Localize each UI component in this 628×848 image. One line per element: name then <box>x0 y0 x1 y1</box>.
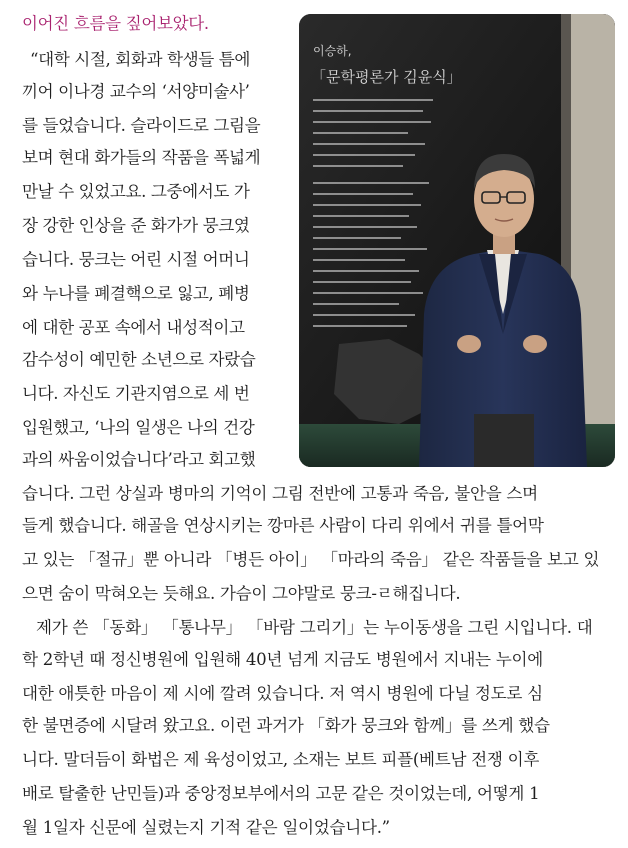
text-line: 학 2학년 때 정신병원에 입원해 40년 넘게 지금도 병원에서 지내는 누이에 <box>22 650 543 669</box>
portrait-photo <box>299 14 615 467</box>
text-line: 제가 쓴 「동화」 「통나무」 「바람 그리기」는 누이동생을 그린 시입니다. 대 <box>36 618 593 637</box>
text-line: 습니다. 뭉크는 어린 시절 어머니 <box>22 250 250 269</box>
text-line: 월 1일자 신문에 실렸는지 기적 같은 일이었습니다.” <box>22 818 390 837</box>
text-line: 끼어 이나경 교수의 ‘서양미술사’ <box>22 82 250 101</box>
text-line: 대한 애틋한 마음이 제 시에 깔려 있습니다. 저 역시 병원에 다닐 정도로 심 <box>22 684 543 703</box>
text-line: 으면 숨이 막혀오는 듯해요. 가슴이 그야말로 뭉크-ㄹ해집니다. <box>22 584 461 603</box>
text-line: 감수성이 예민한 소년으로 자랐습 <box>22 350 256 369</box>
text-line: 장 강한 인상을 준 화가가 뭉크였 <box>22 216 250 235</box>
text-line: 배로 탈출한 난민들)과 중앙정보부에서의 고문 같은 것이었는데, 어떻게 1 <box>22 784 540 803</box>
section-heading: 이어진 흐름을 짚어보았다. <box>22 14 209 33</box>
text-line: 만날 수 있었고요. 그중에서도 가 <box>22 182 250 201</box>
text-line: 에 대한 공포 속에서 내성적이고 <box>22 318 245 337</box>
text-line: 입원했고, ‘나의 일생은 나의 건강 <box>22 418 255 437</box>
wall-title-line2: 「문학평론가 김윤식」 <box>311 68 462 86</box>
text-line: 를 들었습니다. 슬라이드로 그림을 <box>22 116 261 135</box>
text-line: 보며 현대 화가들의 작품을 폭넓게 <box>22 148 261 167</box>
text-line: 과의 싸움이었습니다’라고 회고했 <box>22 450 256 469</box>
wall-title-line1: 이승하, <box>313 44 352 58</box>
text-line: 니다. 말더듬이 화법은 제 육성이었고, 소재는 보트 피플(베트남 전쟁 이후 <box>22 750 540 769</box>
text-line: 와 누나를 폐결핵으로 잃고, 폐병 <box>22 284 250 303</box>
text-line: 한 불면증에 시달려 왔고요. 이런 과거가 「화가 뭉크와 함께」를 쓰게 했습 <box>22 716 550 735</box>
text-line: “대학 시절, 회화과 학생들 틈에 <box>30 50 251 69</box>
text-line: 니다. 자신도 기관지염으로 세 번 <box>22 384 250 403</box>
text-line: 고 있는 「절규」뿐 아니라 「병든 아이」 「마라의 죽음」 같은 작품들을 보고 있 <box>22 550 600 569</box>
text-line: 습니다. 그런 상실과 병마의 기억이 그림 전반에 고통과 죽음, 불안을 스며 <box>22 484 538 503</box>
text-line: 들게 했습니다. 해골을 연상시키는 깡마른 사람이 다리 위에서 귀를 틀어막 <box>22 516 544 535</box>
